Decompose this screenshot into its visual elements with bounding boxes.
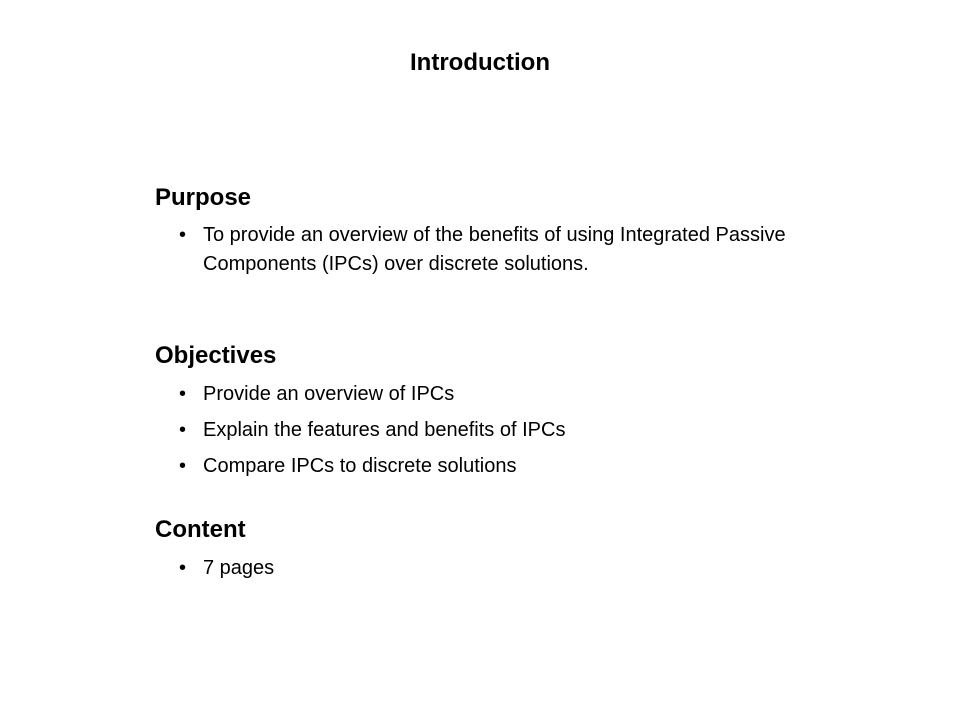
- bullet-icon: •: [179, 419, 187, 441]
- list-item-text: To provide an overview of the benefits of using Integrated Passive Components (IPCs) over discrete solutions.: [203, 224, 786, 275]
- slide-title: Introduction: [410, 49, 550, 76]
- list-item-text: Explain the features and benefits of IPCs: [203, 419, 566, 441]
- bullet-icon: •: [179, 557, 187, 579]
- list-item-text: 7 pages: [203, 557, 275, 579]
- list-item: [155, 416, 795, 445]
- content-list: [155, 554, 795, 583]
- purpose-list: [155, 221, 795, 279]
- list-item-text: Provide an overview of IPCs: [203, 383, 455, 405]
- list-item: [155, 380, 795, 409]
- list-item: [155, 221, 795, 279]
- list-item: [155, 452, 795, 481]
- list-item-text: Compare IPCs to discrete solutions: [203, 455, 517, 477]
- content-heading: Content: [155, 516, 246, 543]
- bullet-icon: •: [179, 224, 187, 246]
- objectives-section: [155, 340, 795, 481]
- bullet-icon: •: [179, 383, 187, 405]
- content-section: [155, 514, 795, 583]
- list-item: [155, 554, 795, 583]
- objectives-heading: Objectives: [155, 342, 277, 369]
- purpose-heading: Purpose: [155, 184, 252, 211]
- objectives-list: [155, 380, 795, 481]
- purpose-section: [155, 182, 795, 279]
- bullet-icon: •: [179, 455, 187, 477]
